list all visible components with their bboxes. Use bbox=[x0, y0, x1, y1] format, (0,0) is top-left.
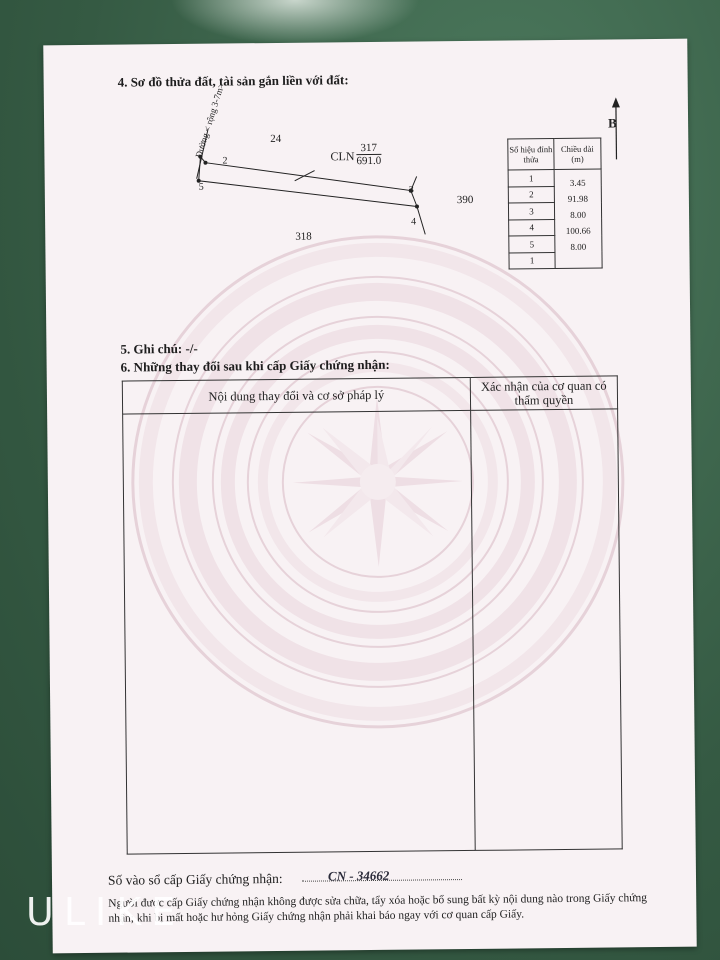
footer-note: Người được cấp Giấy chứng nhận không được sửa chữa, tẩy xóa hoặc bổ sung bất kỳ nội dung nào trong Giấy chứng nhận; khi bị mất hoặc hư hỏng Giấy chứng nhận phải khai báo ngay với cơ quan cấp Giấy. bbox=[108, 892, 647, 925]
column-confirmation-header: Xác nhận của cơ quan có thẩm quyền bbox=[470, 376, 618, 411]
parcel-fraction bbox=[356, 142, 381, 167]
point-label-5: 5 bbox=[198, 181, 204, 193]
length-value: 100.66 bbox=[565, 225, 591, 236]
neighbor-parcel-right: 390 bbox=[456, 193, 474, 207]
section-5-title: 5. Ghi chú: -/- bbox=[120, 340, 198, 357]
length-value: 91.98 bbox=[567, 193, 589, 204]
north-label: B bbox=[608, 115, 617, 131]
point-cell: 2 bbox=[508, 186, 554, 203]
neighbor-parcel-top: 24 bbox=[270, 132, 282, 146]
point-cell: 5 bbox=[509, 236, 555, 253]
length-value: 8.00 bbox=[570, 209, 586, 220]
parcel-land-type: CLN bbox=[330, 149, 355, 164]
point-label-4: 4 bbox=[411, 216, 417, 228]
camera-watermark: ULIKE bbox=[26, 890, 186, 934]
parcel-area: 691.0 bbox=[356, 154, 382, 168]
parcel-number: 317 bbox=[356, 142, 381, 155]
edge-length-table bbox=[507, 138, 602, 270]
point-cell: 1 bbox=[508, 170, 554, 187]
header-point-number: Số hiệu đỉnh thửa bbox=[508, 139, 554, 170]
point-label-2: 2 bbox=[222, 155, 228, 167]
header-length: Chiều dài (m) bbox=[554, 138, 601, 169]
section-6-title: 6. Những thay đổi sau khi cấp Giấy chứng nhận: bbox=[120, 356, 390, 375]
road-label: Đường < rộng 3-7m> bbox=[193, 81, 227, 159]
background-fold bbox=[170, 0, 420, 45]
certificate-page bbox=[43, 39, 696, 954]
changes-table bbox=[122, 375, 623, 854]
registry-number-value: CN - 34662 bbox=[327, 867, 390, 884]
point-cell: 4 bbox=[509, 219, 555, 236]
changes-confirmation-cell bbox=[470, 409, 622, 851]
changes-content-cell bbox=[123, 410, 475, 854]
point-label-3: 3 bbox=[408, 184, 414, 196]
section-4-title: 4. Sơ đồ thửa đất, tài sản gắn liền với đất: bbox=[117, 72, 349, 90]
registry-number-label: Số vào sổ cấp Giấy chứng nhận: bbox=[107, 870, 283, 888]
neighbor-parcel-bottom: 318 bbox=[295, 230, 312, 243]
length-value: 8.00 bbox=[570, 241, 587, 252]
length-column bbox=[554, 169, 602, 268]
length-value: 3.45 bbox=[569, 177, 586, 188]
point-cell: 1 bbox=[509, 252, 555, 269]
point-cell: 3 bbox=[508, 203, 554, 220]
column-content-header: Nội dung thay đổi và cơ sở pháp lý bbox=[122, 377, 470, 414]
